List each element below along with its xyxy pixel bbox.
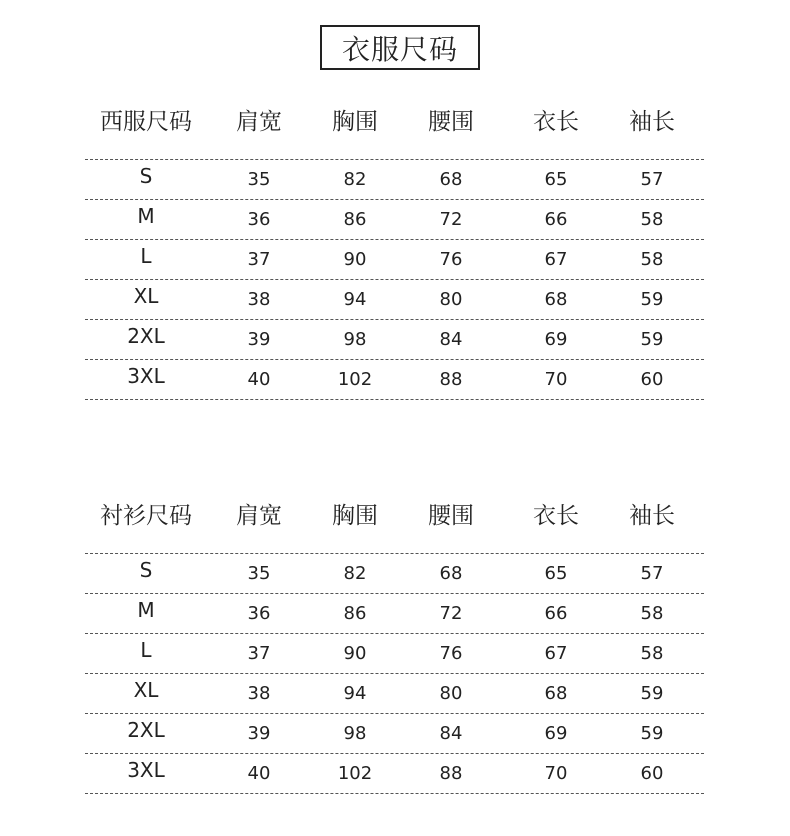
header-length: 衣长 [533,503,579,529]
cell-sleeve-length: 57 [640,169,664,190]
table-row [0,199,790,239]
cell-size: 3XL [127,364,165,388]
cell-waist: 72 [439,209,463,230]
cell-size: L [140,638,152,662]
table-row [0,159,790,199]
header-size: 西服尺码 [100,109,192,135]
cell-waist: 88 [439,369,463,390]
cell-shoulder-width: 36 [247,209,271,230]
cell-length: 67 [544,643,568,664]
cell-chest: 98 [343,723,367,744]
cell-sleeve-length: 59 [640,683,664,704]
cell-length: 67 [544,249,568,270]
table-header-row [0,102,790,142]
cell-shoulder-width: 37 [247,249,271,270]
cell-length: 65 [544,563,568,584]
dashed-divider [85,793,704,794]
cell-waist: 68 [439,169,463,190]
cell-sleeve-length: 59 [640,329,664,350]
cell-size: XL [133,284,159,308]
cell-chest: 102 [337,763,373,784]
cell-chest: 90 [343,249,367,270]
cell-sleeve-length: 60 [640,369,664,390]
table-row [0,593,790,633]
cell-shoulder-width: 38 [247,683,271,704]
cell-size: S [139,164,153,188]
header-waist: 腰围 [428,503,474,529]
header-shoulder-width: 肩宽 [236,503,282,529]
cell-shoulder-width: 35 [247,563,271,584]
cell-chest: 102 [337,369,373,390]
cell-sleeve-length: 58 [640,209,664,230]
cell-length: 66 [544,209,568,230]
cell-length: 66 [544,603,568,624]
cell-chest: 98 [343,329,367,350]
header-sleeve-length: 袖长 [629,503,675,529]
table-row [0,239,790,279]
cell-waist: 76 [439,249,463,270]
header-shoulder-width: 肩宽 [236,109,282,135]
cell-waist: 68 [439,563,463,584]
table-row [0,753,790,793]
cell-shoulder-width: 37 [247,643,271,664]
cell-sleeve-length: 58 [640,643,664,664]
cell-size: M [137,204,155,228]
table-row [0,553,790,593]
cell-length: 70 [544,369,568,390]
header-size: 衬衫尺码 [100,503,192,529]
cell-size: 2XL [127,718,165,742]
table-row [0,713,790,753]
table-row [0,319,790,359]
header-length: 衣长 [533,109,579,135]
cell-chest: 82 [343,563,367,584]
cell-chest: 94 [343,289,367,310]
header-chest: 胸围 [332,503,378,529]
table-row [0,359,790,399]
cell-shoulder-width: 36 [247,603,271,624]
cell-waist: 80 [439,683,463,704]
cell-sleeve-length: 57 [640,563,664,584]
cell-length: 65 [544,169,568,190]
cell-length: 68 [544,683,568,704]
cell-shoulder-width: 40 [247,763,271,784]
cell-size: L [140,244,152,268]
cell-chest: 86 [343,603,367,624]
table-row [0,633,790,673]
cell-waist: 84 [439,723,463,744]
cell-chest: 94 [343,683,367,704]
cell-shoulder-width: 40 [247,369,271,390]
cell-length: 69 [544,723,568,744]
cell-size: XL [133,678,159,702]
header-chest: 胸围 [332,109,378,135]
table-row [0,279,790,319]
cell-chest: 86 [343,209,367,230]
cell-sleeve-length: 60 [640,763,664,784]
cell-size: S [139,558,153,582]
cell-length: 68 [544,289,568,310]
header-waist: 腰围 [428,109,474,135]
cell-chest: 90 [343,643,367,664]
page-title: 衣服尺码 [320,25,480,70]
cell-size: M [137,598,155,622]
cell-size: 2XL [127,324,165,348]
cell-waist: 76 [439,643,463,664]
cell-length: 69 [544,329,568,350]
cell-waist: 84 [439,329,463,350]
table-header-row [0,496,790,536]
cell-sleeve-length: 59 [640,289,664,310]
cell-shoulder-width: 35 [247,169,271,190]
cell-length: 70 [544,763,568,784]
header-sleeve-length: 袖长 [629,109,675,135]
cell-waist: 80 [439,289,463,310]
cell-shoulder-width: 38 [247,289,271,310]
dashed-divider [85,399,704,400]
cell-shoulder-width: 39 [247,723,271,744]
cell-waist: 72 [439,603,463,624]
cell-waist: 88 [439,763,463,784]
cell-chest: 82 [343,169,367,190]
cell-sleeve-length: 58 [640,249,664,270]
cell-sleeve-length: 58 [640,603,664,624]
cell-sleeve-length: 59 [640,723,664,744]
cell-shoulder-width: 39 [247,329,271,350]
table-row [0,673,790,713]
cell-size: 3XL [127,758,165,782]
